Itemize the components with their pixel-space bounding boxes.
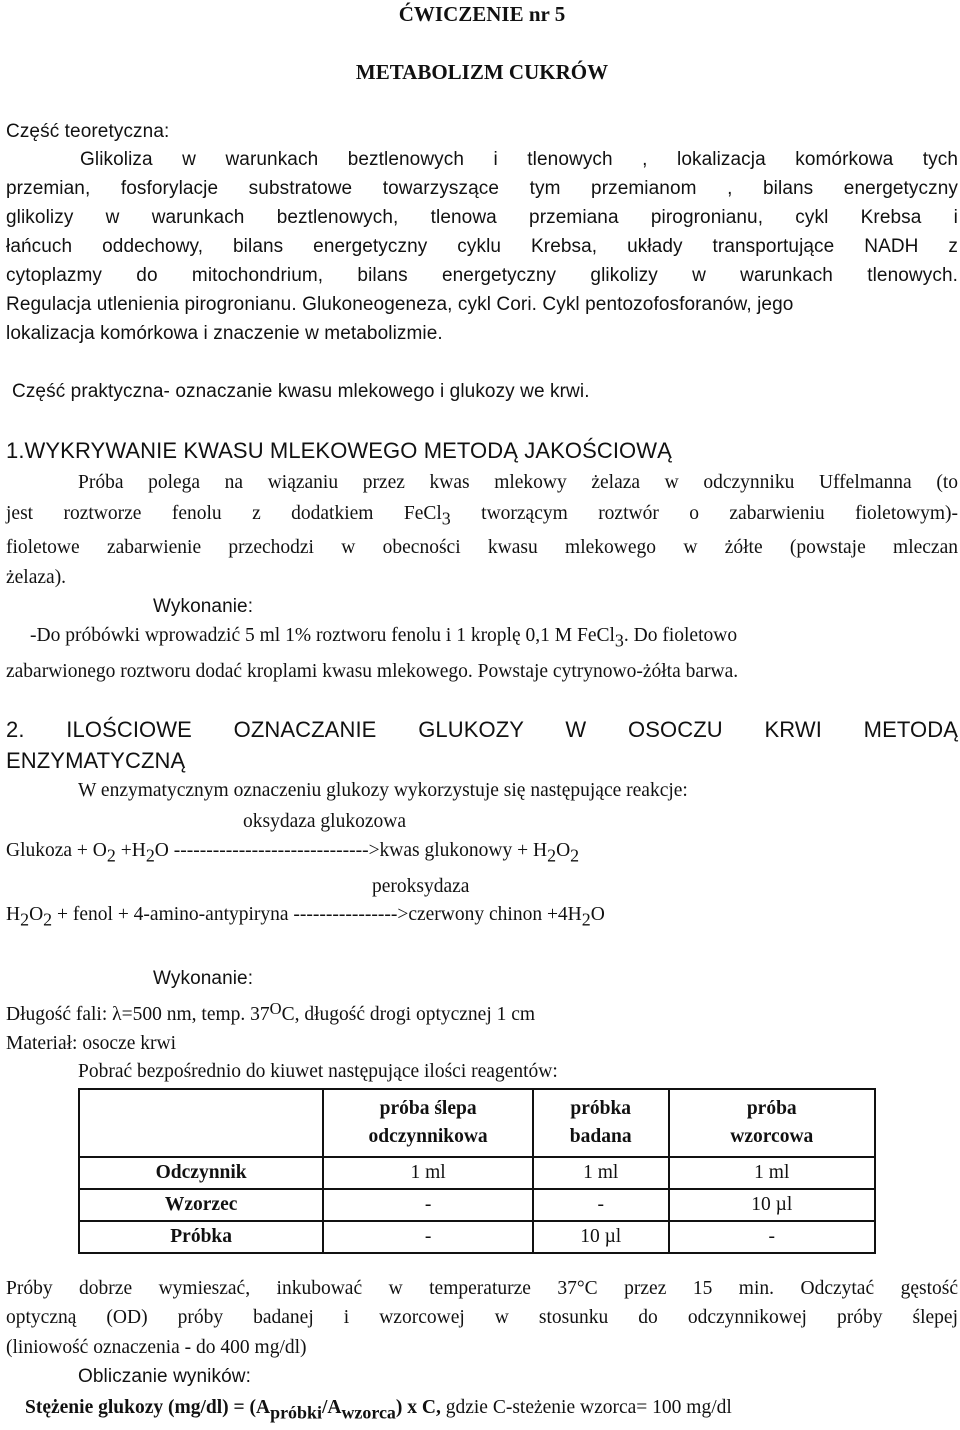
theory-line-4: łańcuch oddechowy, bilans energetyczny cyklu Krebsa, układy transportujące NADH z xyxy=(6,236,958,257)
table-row-label: Wzorzec xyxy=(79,1189,323,1221)
incubation-line-3: (liniowość oznaczenia - do 400 mg/dl) xyxy=(6,1337,307,1358)
table-cell: 1 ml xyxy=(533,1157,669,1189)
theory-line-2: przemian, fosforylacje substratowe towarzyszące tym przemianom , bilans energetyczny xyxy=(6,178,958,199)
lambda-symbol: λ xyxy=(112,1004,122,1025)
table-header-cell xyxy=(79,1089,323,1157)
section1-line-3: fioletowe zabarwienie przechodzi w obecności kwasu mlekowego w żółte (powstaje mleczan xyxy=(6,537,958,558)
section2-intro: W enzymatycznym oznaczeniu glukozy wykorzystuje się następujące reakcje: xyxy=(78,780,688,801)
theory-line-1: Glikoliza w warunkach beztlenowych i tlenowych , lokalizacja komórkowa tych xyxy=(80,149,958,170)
table-cell: 10 µl xyxy=(669,1189,875,1221)
table-header-cell: próba wzorcowa xyxy=(669,1089,875,1157)
table-cell: 1 ml xyxy=(669,1157,875,1189)
theory-heading: Część teoretyczna: xyxy=(6,121,170,142)
reagent-table xyxy=(78,1088,876,1254)
practical-heading: Część praktyczna- oznaczanie kwasu mlekowego i glukozy we krwi. xyxy=(12,381,590,402)
enzyme-2-label: peroksydaza xyxy=(372,876,470,897)
calc-label: Obliczanie wyników: xyxy=(78,1366,251,1387)
table-row xyxy=(79,1221,875,1253)
table-header-row xyxy=(79,1089,875,1157)
section2-heading-line-2: ENZYMATYCZNĄ xyxy=(6,748,186,773)
section1-line-4: żelaza). xyxy=(6,567,67,588)
collect-line: Pobrać bezpośrednio do kiuwet następujące ilości reagentów: xyxy=(78,1061,558,1082)
table-row xyxy=(79,1189,875,1221)
reaction-1: Glukoza + $O_2 +H_2O$ ------------------------------>kwas glukonowy + $H_2O_2$ xyxy=(6,840,580,866)
table-row-label: Odczynnik xyxy=(79,1157,323,1189)
incubation-line-2: optyczną (OD) próby badanej i wzorcowej w stosunku do odczynnikowej próby ślepej xyxy=(6,1307,958,1328)
section2-exec-label: Wykonanie: xyxy=(153,968,254,989)
concentration-formula: Stężenie glukozy $(mg/dl) = (A_{próbki}/A_{wzorca})$ x C, gdzie C-steżenie wzorca= 100 mg/dl xyxy=(25,1397,732,1423)
incubation-line-1: Próby dobrze wymieszać, inkubować w temperaturze 37°C przez 15 min. Odczytać gęstość xyxy=(6,1278,958,1299)
table-cell: 10 µl xyxy=(533,1221,669,1253)
section1-step-1: -Do próbówki wprowadzić 5 ml 1% roztworu fenolu i 1 kroplę 0,1 M FeCl$_3$. Do fioletowo xyxy=(30,625,738,651)
section2-heading-line-1: 2. ILOŚCIOWE OZNACZANIE GLUKOZY W OSOCZU KRWI METODĄ xyxy=(6,717,958,742)
table-cell: - xyxy=(669,1221,875,1253)
section1-line-2: jest roztworze fenolu z dodatkiem FeCl$_3$ tworzącym roztwór o zabarwieniu fioletowym)- xyxy=(6,503,958,529)
section1-exec-label: Wykonanie: xyxy=(153,596,254,617)
wavelength-line: Długość fali: λ=500 nm, temp. $37^OC$, długość drogi optycznej 1 cm xyxy=(6,999,536,1025)
theory-line-7: lokalizacja komórkowa i znaczenie w metabolizmie. xyxy=(6,323,443,344)
theory-line-3: glikolizy w warunkach beztlenowych, tlenowa przemiana pirogronianu, cykl Krebsa i xyxy=(6,207,958,228)
theory-line-5: cytoplazmy do mitochondrium, bilans energetyczny glikolizy w warunkach tlenowych. xyxy=(6,265,958,286)
table-header-cell: próbka badana xyxy=(533,1089,669,1157)
theory-line-6: Regulacja utlenienia pirogronianu. Glukoneogeneza, cykl Cori. Cykl pentozofosforanów, jego xyxy=(6,294,794,315)
page-title: ĆWICZENIE nr 5 xyxy=(398,2,566,26)
page-subtitle: METABOLIZM CUKRÓW xyxy=(355,60,609,84)
section1-line-1: Próba polega na wiązaniu przez kwas mlekowy żelaza w odczynniku Uffelmanna (to xyxy=(78,472,958,493)
material-line: Materiał: osocze krwi xyxy=(6,1033,177,1054)
table-cell: - xyxy=(323,1189,533,1221)
table-header-cell: próba ślepa odczynnikowa xyxy=(323,1089,533,1157)
table-cell: - xyxy=(533,1189,669,1221)
section1-step-2: zabarwionego roztworu dodać kroplami kwasu mlekowego. Powstaje cytrynowo-żółta barwa. xyxy=(6,661,739,682)
table-row-label: Próbka xyxy=(79,1221,323,1253)
section1-heading: 1.WYKRYWANIE KWASU MLEKOWEGO METODĄ JAKOŚCIOWĄ xyxy=(6,438,672,463)
table-cell: 1 ml xyxy=(323,1157,533,1189)
table-row xyxy=(79,1157,875,1189)
table-cell: - xyxy=(323,1221,533,1253)
enzyme-1-label: oksydaza glukozowa xyxy=(243,811,406,832)
reaction-2: $H_2O_2$ + fenol + 4-amino-antypiryna ---------------->czerwony chinon $+4H_2O$ xyxy=(6,904,605,930)
